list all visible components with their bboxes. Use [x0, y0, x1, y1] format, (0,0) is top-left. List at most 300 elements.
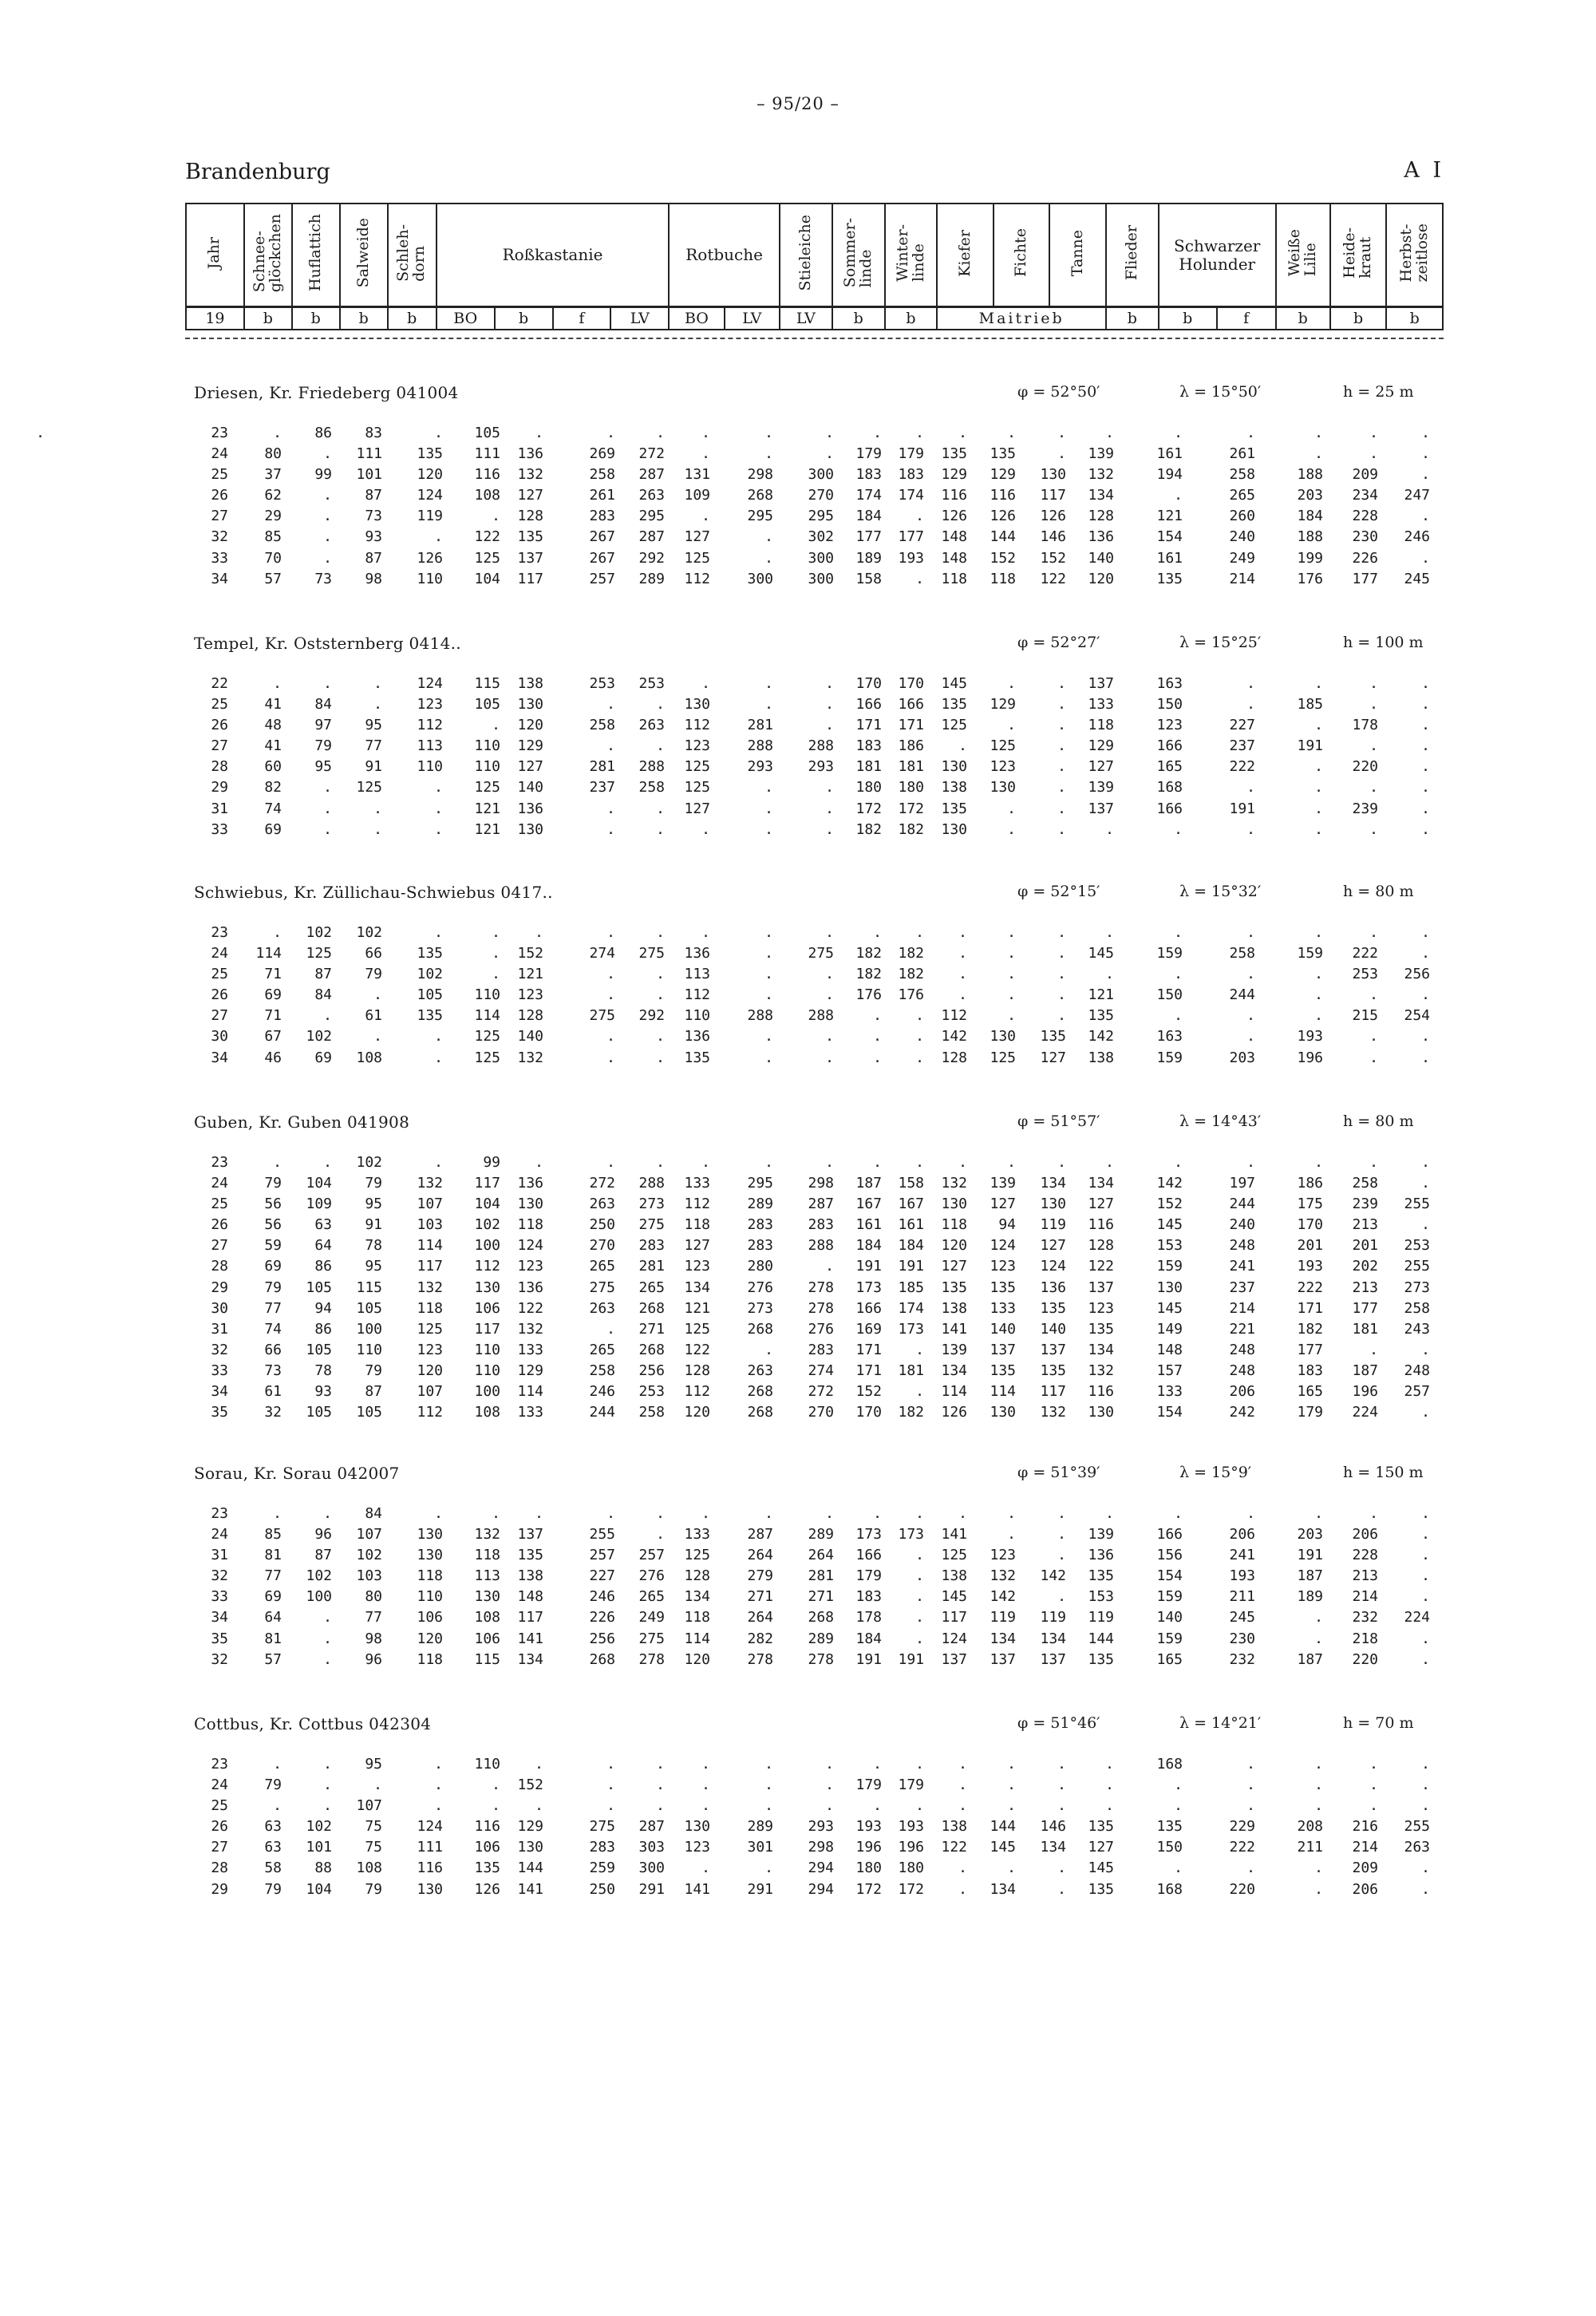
table-cell: 186: [898, 737, 924, 755]
table-cell: 64: [264, 1609, 282, 1626]
table-cell: 125: [684, 549, 710, 567]
station-longitude: λ = 15°25′: [1179, 634, 1262, 651]
station-elevation: h = 25 m: [1343, 383, 1414, 401]
table-cell: 256: [1404, 966, 1430, 983]
table-cell: 75: [365, 1818, 382, 1836]
table-cell: 150: [1156, 696, 1183, 713]
table-cell: 173: [855, 1526, 882, 1543]
table-cell: 81: [264, 1630, 282, 1647]
table-cell: 137: [990, 1341, 1016, 1358]
table-cell: .: [701, 508, 710, 525]
table-cell: 119: [417, 508, 443, 525]
year-cell: 34: [211, 1609, 228, 1626]
table-cell: 159: [1156, 1630, 1183, 1647]
table-cell: 282: [747, 1630, 773, 1647]
table-cell: .: [958, 1880, 967, 1898]
table-cell: 159: [1297, 945, 1323, 962]
table-cell: 268: [747, 1320, 773, 1338]
table-cell: 300: [808, 549, 834, 567]
col-header-salweide: Salweide: [340, 204, 388, 307]
table-cell: 73: [314, 570, 332, 587]
table-cell: .: [1105, 425, 1114, 441]
table-cell: 228: [1352, 1547, 1378, 1564]
table-cell: 203: [1297, 1526, 1323, 1543]
table-cell: .: [1421, 1154, 1430, 1171]
table-cell: 214: [1352, 1839, 1378, 1856]
table-cell: .: [1314, 758, 1323, 776]
table-cell: .: [958, 425, 967, 441]
table-cell: .: [1246, 1777, 1255, 1794]
year-cell: 23: [211, 924, 228, 941]
table-cell: 283: [747, 1237, 773, 1255]
table-cell: .: [1246, 1505, 1255, 1522]
table-cell: 125: [941, 1547, 967, 1564]
table-cell: 165: [1156, 758, 1183, 776]
table-cell: 154: [1156, 1567, 1183, 1585]
table-cell: 241: [1229, 1258, 1255, 1275]
table-cell: 69: [264, 1258, 282, 1275]
table-cell: .: [825, 820, 834, 838]
table-cell: 142: [941, 1028, 967, 1045]
table-cell: .: [958, 1777, 967, 1794]
table-cell: 125: [474, 549, 500, 567]
table-cell: 250: [589, 1880, 615, 1898]
table-cell: 115: [356, 1279, 382, 1296]
table-cell: 113: [417, 737, 443, 755]
table-cell: 176: [898, 986, 924, 1004]
table-cell: 125: [990, 737, 1016, 755]
table-cell: 278: [747, 1650, 773, 1668]
table-cell: 263: [589, 1196, 615, 1213]
table-cell: .: [1369, 445, 1378, 463]
table-cell: .: [373, 820, 382, 838]
year-cell: 28: [211, 1860, 228, 1877]
table-cell: 206: [1352, 1880, 1378, 1898]
table-cell: 136: [684, 945, 710, 962]
table-cell: 121: [1156, 508, 1183, 525]
table-cell: 104: [474, 570, 500, 587]
table-cell: 112: [684, 986, 710, 1004]
table-cell: 191: [1297, 1547, 1323, 1564]
table-cell: 224: [1352, 1404, 1378, 1421]
table-cell: 133: [1156, 1383, 1183, 1401]
table-cell: 130: [941, 820, 967, 838]
table-cell: 135: [1088, 1650, 1114, 1668]
table-cell: 69: [314, 1049, 332, 1066]
table-cell: 253: [638, 1383, 665, 1401]
table-cell: 203: [1229, 1049, 1255, 1066]
table-cell: .: [656, 1154, 665, 1171]
table-cell: 130: [517, 1196, 543, 1213]
table-cell: .: [1246, 1756, 1255, 1773]
station-elevation: h = 80 m: [1343, 1113, 1414, 1130]
table-cell: .: [1246, 675, 1255, 692]
table-cell: .: [1057, 1860, 1066, 1877]
table-cell: 128: [684, 1362, 710, 1379]
table-cell: 270: [808, 1404, 834, 1421]
table-cell: 166: [1156, 1526, 1183, 1543]
table-cell: 166: [1156, 800, 1183, 817]
table-cell: 127: [684, 528, 710, 546]
table-cell: 191: [1229, 800, 1255, 817]
table-cell: .: [1105, 820, 1114, 838]
table-cell: 176: [855, 986, 882, 1004]
table-cell: 102: [306, 1028, 332, 1045]
table-cell: 137: [517, 549, 543, 567]
table-cell: 134: [1040, 1630, 1066, 1647]
table-cell: .: [701, 1797, 710, 1815]
table-cell: 80: [365, 1588, 382, 1606]
table-cell: 138: [941, 1818, 967, 1836]
table-cell: 73: [365, 508, 382, 525]
table-cell: 180: [898, 1860, 924, 1877]
table-cell: 184: [855, 1237, 882, 1255]
table-cell: .: [764, 1154, 773, 1171]
table-cell: 182: [898, 945, 924, 962]
table-cell: 110: [417, 1588, 443, 1606]
table-cell: 84: [314, 696, 332, 713]
table-cell: .: [915, 1567, 924, 1585]
table-cell: 253: [638, 675, 665, 692]
table-cell: 122: [684, 1341, 710, 1358]
table-cell: 153: [1088, 1588, 1114, 1606]
year-cell: 32: [211, 1650, 228, 1668]
table-cell: 258: [589, 466, 615, 484]
table-cell: 152: [855, 1383, 882, 1401]
unit-schneegloeckchen: b: [244, 307, 292, 330]
table-cell: 287: [638, 1818, 665, 1836]
table-cell: 102: [306, 1567, 332, 1585]
table-cell: 96: [365, 1650, 382, 1668]
table-cell: 193: [1297, 1258, 1323, 1275]
table-cell: 74: [264, 800, 282, 817]
station-longitude: λ = 15°32′: [1179, 883, 1262, 900]
table-cell: 244: [1229, 986, 1255, 1004]
table-cell: 272: [808, 1383, 834, 1401]
table-cell: 103: [356, 1567, 382, 1585]
table-cell: 183: [898, 466, 924, 484]
table-cell: .: [1174, 1007, 1183, 1025]
table-cell: 229: [1229, 1818, 1255, 1836]
table-cell: 134: [990, 1880, 1016, 1898]
table-cell: 224: [1404, 1609, 1430, 1626]
table-cell: 135: [474, 1860, 500, 1877]
year-cell: 27: [211, 1237, 228, 1255]
table-cell: 121: [1088, 986, 1114, 1004]
table-cell: .: [656, 924, 665, 941]
table-cell: .: [1007, 986, 1016, 1004]
table-cell: .: [1057, 1880, 1066, 1898]
table-cell: 294: [808, 1860, 834, 1877]
table-cell: .: [825, 1505, 834, 1522]
table-cell: .: [915, 1341, 924, 1358]
table-cell: .: [701, 1154, 710, 1171]
table-cell: 132: [1088, 466, 1114, 484]
table-cell: 264: [747, 1609, 773, 1626]
table-cell: 271: [808, 1588, 834, 1606]
table-cell: 130: [474, 1279, 500, 1296]
table-cell: .: [434, 924, 443, 941]
table-cell: .: [1314, 675, 1323, 692]
table-cell: .: [1369, 675, 1378, 692]
table-cell: 87: [365, 487, 382, 504]
table-cell: 269: [589, 445, 615, 463]
table-cell: 135: [990, 1279, 1016, 1296]
table-cell: .: [1314, 820, 1323, 838]
table-cell: .: [1369, 1049, 1378, 1066]
table-cell: 117: [474, 1175, 500, 1192]
table-cell: 291: [747, 1880, 773, 1898]
table-cell: 99: [314, 466, 332, 484]
table-cell: 114: [417, 1237, 443, 1255]
table-cell: .: [915, 1049, 924, 1066]
table-cell: .: [1057, 1777, 1066, 1794]
table-cell: .: [701, 1777, 710, 1794]
table-cell: .: [1007, 1526, 1016, 1543]
unit-holunder-f: f: [1217, 307, 1276, 330]
table-cell: .: [915, 1505, 924, 1522]
table-cell: 128: [941, 1049, 967, 1066]
table-cell: 118: [941, 1216, 967, 1234]
table-cell: 279: [747, 1567, 773, 1585]
table-cell: 248: [1229, 1362, 1255, 1379]
table-cell: 134: [684, 1279, 710, 1296]
table-cell: 215: [1352, 1007, 1378, 1025]
table-cell: 84: [365, 1505, 382, 1522]
table-cell: .: [825, 1756, 834, 1773]
table-cell: .: [1369, 425, 1378, 441]
table-cell: 109: [684, 487, 710, 504]
table-cell: .: [434, 1756, 443, 1773]
table-cell: 232: [1229, 1650, 1255, 1668]
table-cell: .: [323, 779, 332, 796]
table-cell: 196: [898, 1839, 924, 1856]
table-cell: 145: [1156, 1216, 1183, 1234]
table-cell: .: [1314, 1777, 1323, 1794]
table-cell: .: [1105, 1777, 1114, 1794]
col-header-weisse-lilie: Weiße Lilie: [1276, 204, 1330, 307]
table-cell: .: [1246, 966, 1255, 983]
table-cell: 141: [941, 1526, 967, 1543]
table-cell: 77: [365, 1609, 382, 1626]
table-cell: .: [434, 425, 443, 441]
table-cell: 132: [1088, 1362, 1114, 1379]
table-cell: 142: [1088, 1028, 1114, 1045]
table-cell: .: [1246, 1797, 1255, 1815]
table-cell: .: [873, 1154, 882, 1171]
table-cell: .: [656, 966, 665, 983]
table-cell: 144: [517, 1860, 543, 1877]
table-cell: .: [825, 966, 834, 983]
table-cell: .: [434, 1028, 443, 1045]
table-cell: .: [656, 1526, 665, 1543]
table-cell: 170: [1297, 1216, 1323, 1234]
table-cell: 283: [589, 1839, 615, 1856]
table-cell: 136: [517, 1175, 543, 1192]
table-cell: 295: [638, 508, 665, 525]
table-cell: .: [764, 696, 773, 713]
table-cell: 280: [747, 1258, 773, 1275]
table-cell: 213: [1352, 1279, 1378, 1296]
year-cell: 25: [211, 466, 228, 484]
table-cell: .: [606, 924, 615, 941]
table-cell: 263: [638, 717, 665, 734]
table-cell: 117: [417, 1258, 443, 1275]
table-cell: 273: [1404, 1279, 1430, 1296]
table-cell: 208: [1297, 1818, 1323, 1836]
table-cell: .: [1421, 1860, 1430, 1877]
table-cell: 194: [1156, 466, 1183, 484]
table-cell: 88: [314, 1860, 332, 1877]
table-cell: 185: [1297, 696, 1323, 713]
table-cell: 130: [990, 1028, 1016, 1045]
table-cell: 206: [1229, 1383, 1255, 1401]
table-cell: 149: [1156, 1320, 1183, 1338]
table-cell: 268: [747, 487, 773, 504]
table-cell: 125: [941, 717, 967, 734]
table-cell: 130: [417, 1526, 443, 1543]
table-cell: .: [323, 675, 332, 692]
table-cell: 206: [1352, 1526, 1378, 1543]
table-cell: 172: [898, 1880, 924, 1898]
table-cell: 98: [365, 570, 382, 587]
station-title: Cottbus, Kr. Cottbus 042304: [194, 1714, 432, 1733]
table-cell: .: [1421, 1630, 1430, 1647]
table-cell: 130: [990, 779, 1016, 796]
table-cell: .: [764, 445, 773, 463]
table-cell: 137: [1088, 1279, 1114, 1296]
table-cell: 79: [264, 1777, 282, 1794]
table-cell: 70: [264, 549, 282, 567]
col-header-schwarzer-holunder: Schwarzer Holunder: [1159, 204, 1276, 307]
table-cell: 113: [684, 966, 710, 983]
table-cell: 166: [855, 1299, 882, 1317]
table-cell: 232: [1352, 1609, 1378, 1626]
table-cell: 112: [684, 717, 710, 734]
table-cell: 132: [941, 1175, 967, 1192]
table-cell: 159: [1156, 1049, 1183, 1066]
table-cell: 154: [1156, 528, 1183, 546]
table-cell: .: [656, 800, 665, 817]
table-cell: .: [1057, 1505, 1066, 1522]
unit-herbstzeitlose: b: [1386, 307, 1443, 330]
table-cell: .: [764, 820, 773, 838]
table-cell: 170: [855, 675, 882, 692]
table-cell: 152: [517, 1777, 543, 1794]
table-cell: 183: [855, 1588, 882, 1606]
table-cell: .: [1314, 1860, 1323, 1877]
table-cell: 132: [517, 466, 543, 484]
table-cell: 123: [517, 1258, 543, 1275]
table-cell: 102: [474, 1216, 500, 1234]
table-cell: 237: [589, 779, 615, 796]
table-cell: 114: [941, 1383, 967, 1401]
station-title: Tempel, Kr. Oststernberg 0414..: [194, 634, 461, 653]
table-cell: 56: [264, 1196, 282, 1213]
station-block: [0, 1113, 1596, 1421]
table-cell: 94: [998, 1216, 1016, 1234]
table-cell: .: [1246, 820, 1255, 838]
table-cell: 136: [1040, 1279, 1066, 1296]
table-cell: 126: [941, 1404, 967, 1421]
table-cell: 100: [356, 1320, 382, 1338]
table-cell: 86: [314, 1320, 332, 1338]
table-cell: .: [825, 1258, 834, 1275]
table-cell: .: [273, 425, 282, 441]
table-cell: .: [1421, 924, 1430, 941]
table-cell: .: [1421, 945, 1430, 962]
year-cell: 32: [211, 1567, 228, 1585]
table-cell: 141: [517, 1630, 543, 1647]
table-cell: .: [1057, 820, 1066, 838]
table-cell: 129: [517, 1362, 543, 1379]
table-cell: 197: [1229, 1175, 1255, 1192]
table-cell: .: [273, 1797, 282, 1815]
table-cell: 138: [1088, 1049, 1114, 1066]
table-cell: .: [606, 966, 615, 983]
table-cell: 59: [264, 1237, 282, 1255]
table-cell: 79: [365, 1362, 382, 1379]
table-cell: .: [1421, 466, 1430, 484]
station-block: [0, 1464, 1596, 1695]
year-cell: 26: [211, 986, 228, 1004]
col-header-heidekraut: Heide- kraut: [1330, 204, 1387, 307]
table-cell: 104: [306, 1880, 332, 1898]
table-cell: 300: [808, 570, 834, 587]
table-cell: 163: [1156, 675, 1183, 692]
table-cell: 121: [684, 1299, 710, 1317]
table-cell: 91: [365, 1216, 382, 1234]
table-cell: 87: [365, 549, 382, 567]
col-header-rotbuche: Rotbuche: [669, 204, 780, 307]
table-cell: 209: [1352, 466, 1378, 484]
table-cell: 111: [356, 445, 382, 463]
table-cell: .: [1246, 1028, 1255, 1045]
table-cell: 150: [1156, 1839, 1183, 1856]
table-cell: 69: [264, 1588, 282, 1606]
table-cell: 132: [990, 1567, 1016, 1585]
unit-schlehdorn: b: [388, 307, 437, 330]
table-cell: .: [825, 696, 834, 713]
table-cell: 135: [417, 945, 443, 962]
table-cell: 188: [1297, 466, 1323, 484]
table-cell: 137: [1088, 675, 1114, 692]
table-cell: 123: [684, 1839, 710, 1856]
table-cell: .: [958, 966, 967, 983]
table-cell: .: [606, 1797, 615, 1815]
table-cell: 125: [306, 945, 332, 962]
table-cell: 281: [747, 717, 773, 734]
table-cell: 104: [474, 1196, 500, 1213]
table-cell: .: [1057, 1547, 1066, 1564]
table-cell: 87: [314, 966, 332, 983]
table-cell: 130: [990, 1404, 1016, 1421]
table-cell: 255: [1404, 1818, 1430, 1836]
table-cell: .: [958, 1797, 967, 1815]
col-header-flieder: Flieder: [1106, 204, 1159, 307]
table-cell: 118: [474, 1547, 500, 1564]
table-cell: .: [1421, 1216, 1430, 1234]
table-cell: 79: [264, 1175, 282, 1192]
table-cell: 182: [898, 820, 924, 838]
table-cell: 95: [365, 1756, 382, 1773]
table-cell: 142: [1156, 1175, 1183, 1192]
table-cell: 63: [314, 1216, 332, 1234]
table-cell: .: [323, 1505, 332, 1522]
table-cell: 139: [1088, 779, 1114, 796]
region-title: Brandenburg: [185, 160, 330, 184]
table-cell: .: [606, 1505, 615, 1522]
